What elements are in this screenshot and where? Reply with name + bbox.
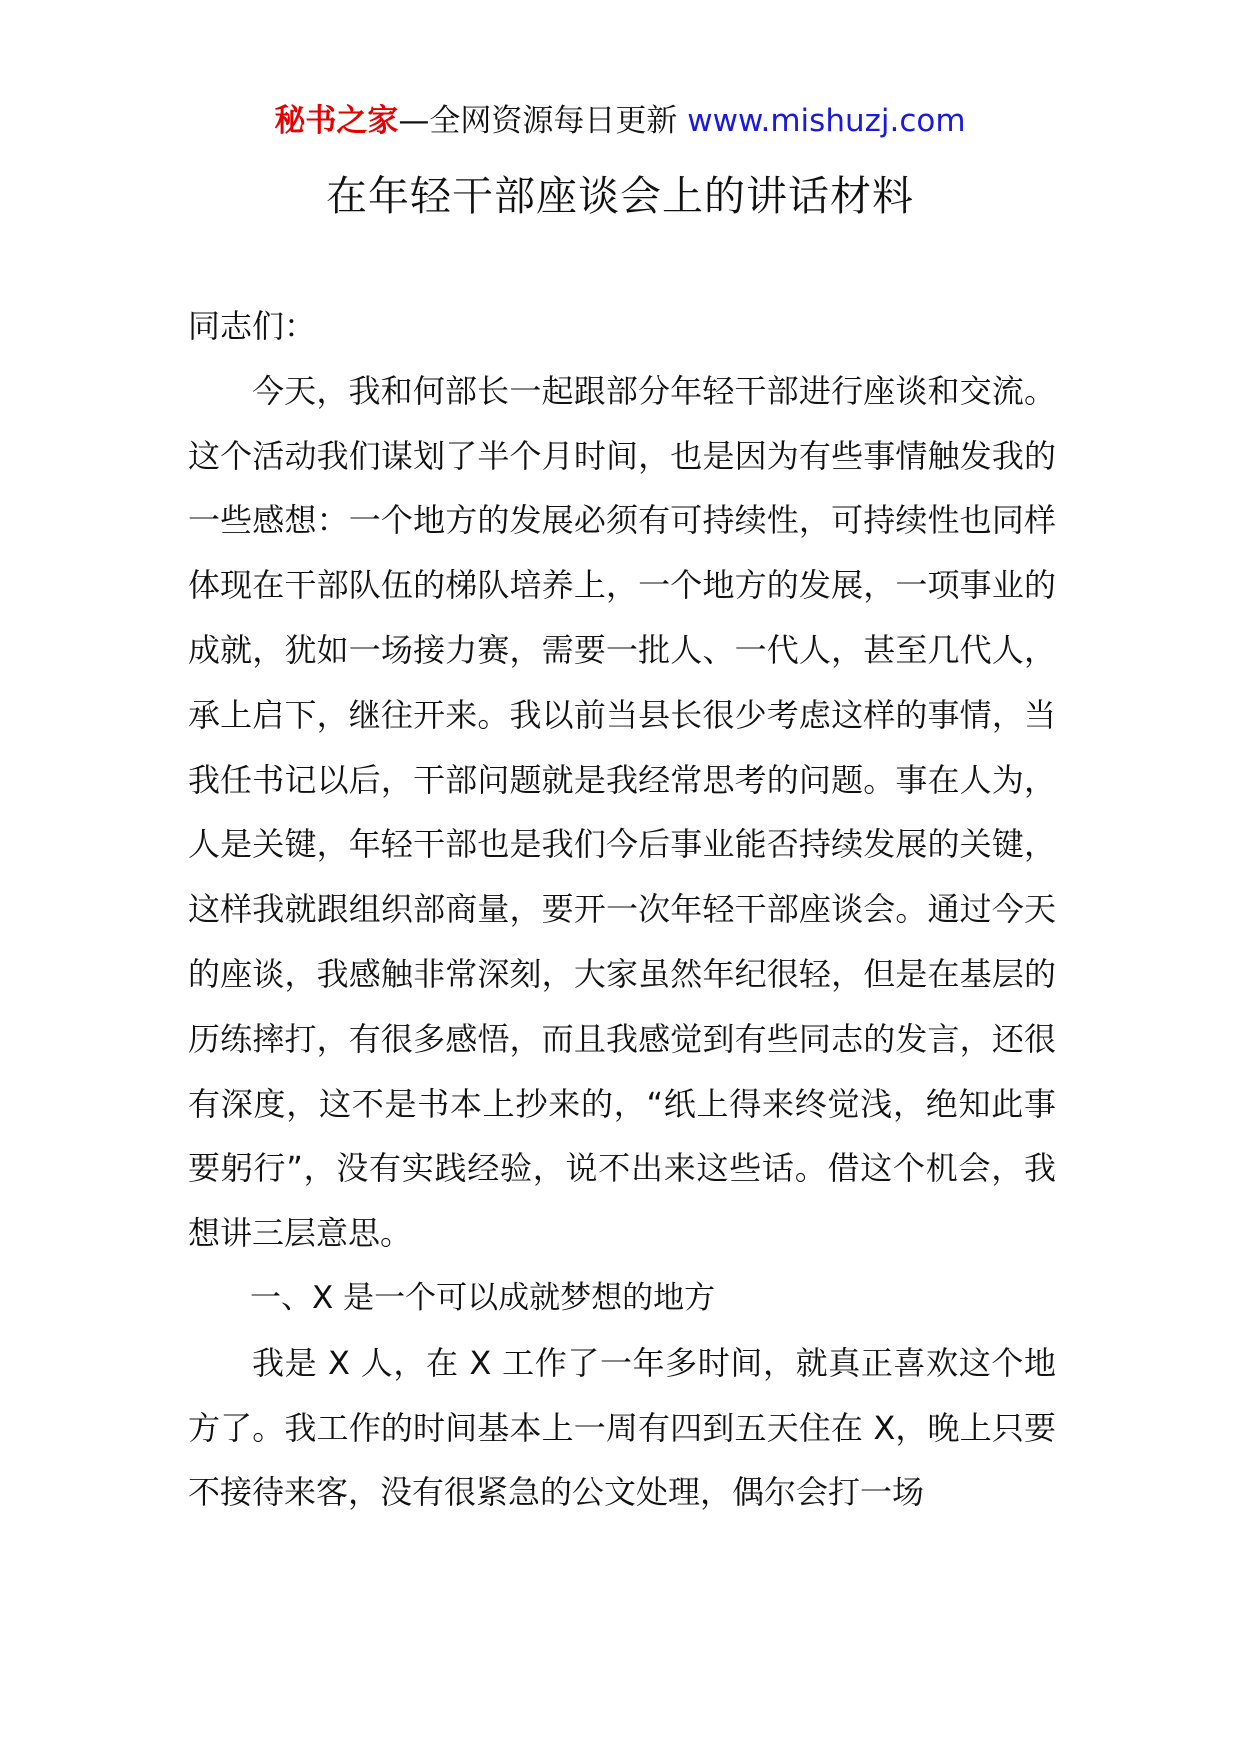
section-paragraph: 我是 X 人，在 X 工作了一年多时间，就真正喜欢这个地方了。我工作的时间基本上一周有四到五天住在 X，晚上只要不接待来客，没有很紧急的公文处理，偶尔会打一场 [188, 1343, 1056, 1512]
site-tagline: —全网资源每日更新 [398, 103, 688, 139]
site-url-link[interactable]: www.mishuzj.com [687, 103, 966, 139]
document-title: 在年轻干部座谈会上的讲话材料 [326, 172, 914, 220]
salutation: 同志们： [188, 307, 317, 345]
body-paragraph: 今天，我和何部长一起跟部分年轻干部进行座谈和交流。这个活动我们谋划了半个月时间，也是因为有些事情触发我的一些感想：一个地方的发展必须有可持续性，可持续性也同样体现在干部队伍的梯队培养上，一个地方的发展，一项事业的成就，犹如一场接力赛，需要一批人、一代人，甚至几代人，承上启下，继往开来。我以前当县长很少考虑这样的事情，当我任书记以后，干部问题就是我经常思考的问题。事在人为，人是关键，年轻干部也是我们今后事业能否持续发展的关键，这样我就跟组织部商量，要开一次年轻干部座谈会。通过今天的座谈，我感触非常深刻，大家虽然年纪很轻，但是在基层的历练摔打，有很多感悟，而且我感觉到有些同志的发言，还很有深度，这不是书本上抄来的，“纸上得来终觉浅，绝知此事要躬行”，没有实践经验，说不出来这些话。借这个机会，我想讲三层意思。 [188, 371, 1056, 1253]
document-body [188, 294, 1056, 1525]
section-heading: 一、X 是一个可以成就梦想的地方 [250, 1279, 716, 1316]
site-brand: 秘书之家 [274, 103, 399, 139]
site-header [0, 100, 1240, 142]
